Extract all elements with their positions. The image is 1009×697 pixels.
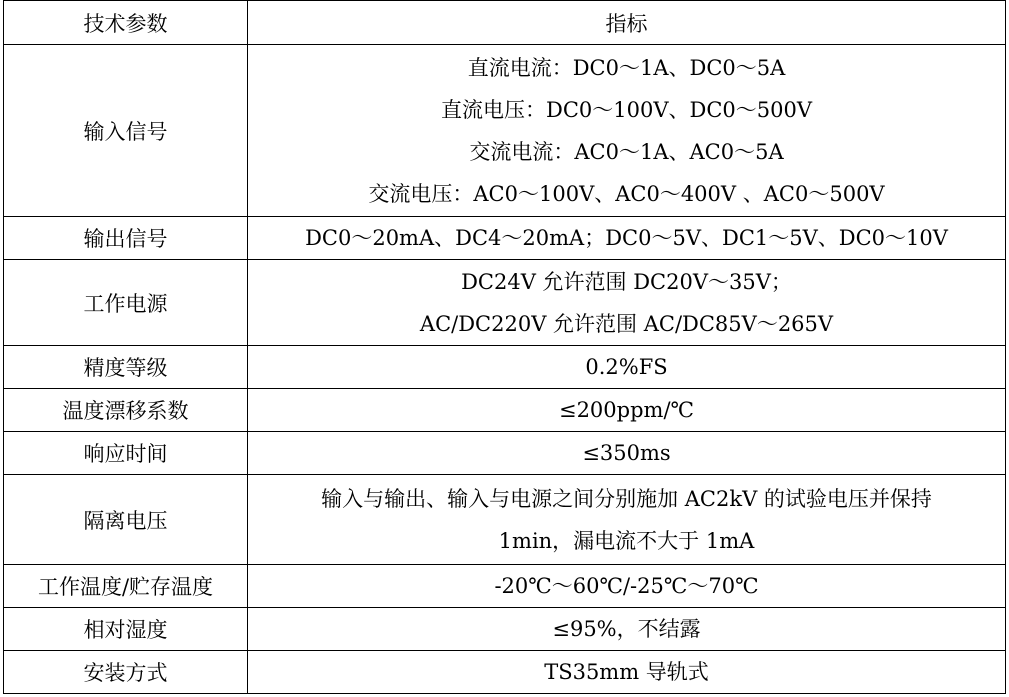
- spec-table: [3, 0, 1006, 694]
- header-param: 技术参数: [4, 1, 248, 45]
- value-line: AC/DC220V 允许范围 AC/DC85V～265V: [419, 311, 834, 336]
- param-cell: 隔离电压: [4, 475, 248, 565]
- value-line: ≤95%，不结露: [552, 617, 701, 641]
- table-row: [4, 565, 1006, 608]
- value-line: 1min，漏电流不大于 1mA: [498, 528, 755, 553]
- value-line: TS35mm 导轨式: [544, 660, 709, 684]
- value-line: 0.2%FS: [585, 355, 668, 379]
- value-line: 交流电压：AC0～100V、AC0～400V 、AC0～500V: [368, 181, 885, 206]
- table-row: [4, 651, 1006, 694]
- value-line: ≤350ms: [582, 441, 671, 465]
- table-row: [4, 475, 1006, 565]
- table-row: [4, 346, 1006, 389]
- value-cell: [248, 432, 1006, 475]
- value-line: DC24V 允许范围 DC20V～35V；: [461, 269, 792, 294]
- table-row: [4, 389, 1006, 432]
- param-cell: 输入信号: [4, 45, 248, 217]
- value-cell: [248, 45, 1006, 217]
- table-header-row: [4, 1, 1006, 45]
- param-cell: 工作电源: [4, 260, 248, 346]
- value-cell: [248, 217, 1006, 260]
- param-cell: 安装方式: [4, 651, 248, 694]
- param-cell: 温度漂移系数: [4, 389, 248, 432]
- value-line: DC0～20mA、DC4～20mA；DC0～5V、DC1～5V、DC0～10V: [305, 226, 948, 250]
- value-line: ≤200ppm/℃: [558, 398, 695, 422]
- value-line: -20℃～60℃/-25℃～70℃: [494, 574, 759, 598]
- table-row: [4, 45, 1006, 217]
- value-line: 直流电流：DC0～1A、DC0～5A: [467, 55, 786, 80]
- table-row: [4, 260, 1006, 346]
- header-value: 指标: [248, 1, 1006, 45]
- table-row: [4, 432, 1006, 475]
- value-cell: [248, 565, 1006, 608]
- param-cell: 工作温度/贮存温度: [4, 565, 248, 608]
- value-cell: [248, 475, 1006, 565]
- param-cell: 响应时间: [4, 432, 248, 475]
- table-row: [4, 217, 1006, 260]
- value-line: 输入与输出、输入与电源之间分别施加 AC2kV 的试验电压并保持: [321, 486, 932, 511]
- value-cell: [248, 260, 1006, 346]
- value-cell: [248, 346, 1006, 389]
- param-cell: 相对湿度: [4, 608, 248, 651]
- value-cell: [248, 389, 1006, 432]
- value-line: 直流电压：DC0～100V、DC0～500V: [440, 97, 813, 122]
- value-cell: [248, 608, 1006, 651]
- value-line: 交流电流：AC0～1A、AC0～5A: [469, 139, 784, 164]
- table-row: [4, 608, 1006, 651]
- param-cell: 精度等级: [4, 346, 248, 389]
- value-cell: [248, 651, 1006, 694]
- param-cell: 输出信号: [4, 217, 248, 260]
